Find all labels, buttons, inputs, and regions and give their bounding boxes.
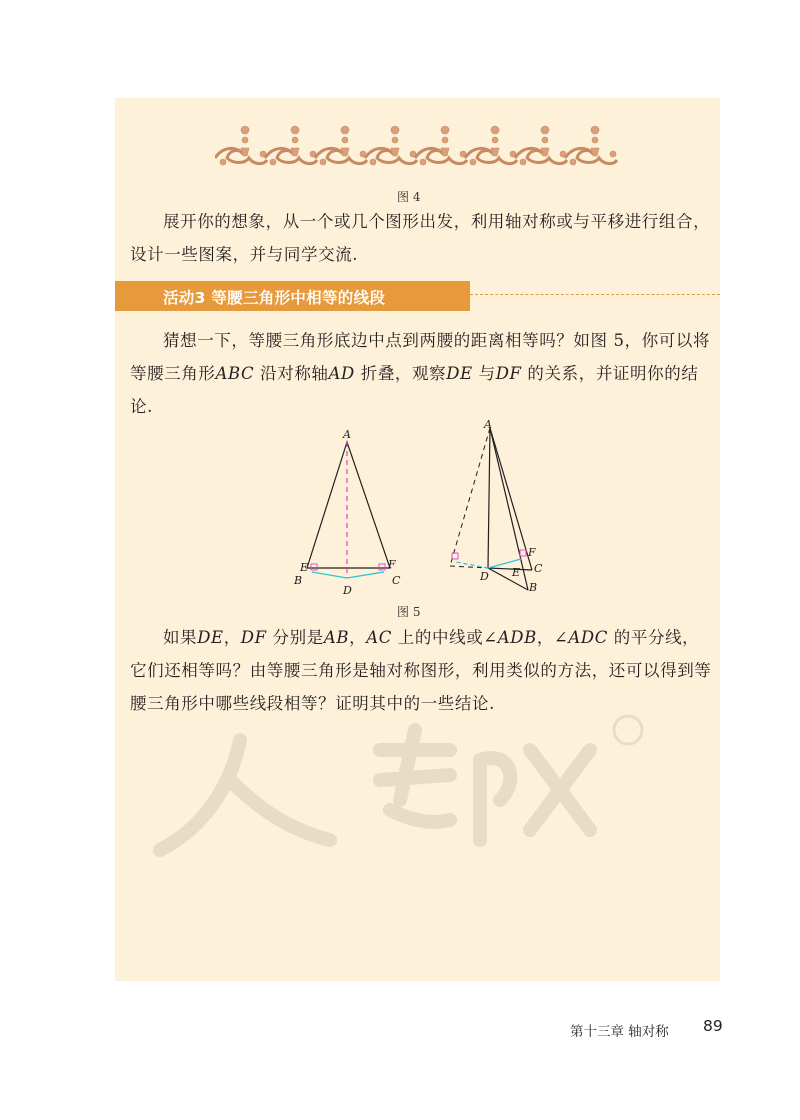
figure5-diagram (280, 420, 560, 600)
text: ， (349, 628, 367, 647)
text: 如果 (163, 628, 198, 647)
paragraph-conjecture (130, 324, 715, 423)
text: ，∠ (536, 628, 569, 647)
math-ab: AB (323, 628, 350, 647)
figure4-ornament (215, 120, 620, 170)
right-label-b: B (529, 581, 538, 594)
right-label-a: A (484, 420, 492, 431)
activity-title: 活动3 等腰三角形中相等的线段 (163, 289, 386, 307)
text: 的平分线，它们还相等吗？由等腰三角形是轴对称图形，利用类似的方法，还可以得到等腰三角形中哪些线段相等？证明其中的一些结论. (130, 628, 712, 713)
left-label-e: E (300, 561, 309, 574)
paragraph-imagine (130, 205, 715, 271)
math-df: DF (240, 628, 267, 647)
right-label-e: E (512, 566, 521, 579)
figure5-caption: 图 5 (397, 605, 421, 619)
left-label-c: C (392, 574, 401, 587)
segment-df (347, 572, 384, 578)
publisher-watermark (150, 700, 650, 870)
left-label-b: B (294, 574, 303, 587)
left-label-d: D (343, 584, 352, 597)
text: 与 (472, 364, 496, 383)
page-number: 89 (703, 1017, 723, 1035)
left-label-f: F (388, 558, 396, 571)
segment-de (312, 572, 347, 578)
math-adb: ADB (497, 628, 537, 647)
math-ad: AD (328, 364, 355, 383)
math-de: DE (197, 628, 224, 647)
text: 沿对称轴 (254, 364, 329, 383)
right-label-f: F (528, 546, 536, 559)
math-df: DF (495, 364, 522, 383)
figure4-caption: 图 4 (397, 190, 421, 204)
left-triangle (307, 442, 390, 568)
right-axis-ad (488, 428, 490, 568)
text: 的关系，并证明你的结论. (130, 364, 699, 416)
text: ， (223, 628, 241, 647)
right-label-c: C (534, 562, 543, 575)
math-abc: ABC (215, 364, 255, 383)
math-de: DE (446, 364, 473, 383)
text: 上的中线或∠ (391, 628, 498, 647)
activity-banner (115, 281, 470, 311)
text: 猜想一下，等腰三角形底边中点到两腰的距离相等吗？如图 5，你可以将等腰三角形 (130, 331, 711, 383)
folded-dashed-side (450, 428, 490, 566)
left-label-a: A (343, 428, 351, 441)
text: 折叠，观察 (354, 364, 447, 383)
math-adc: ADC (568, 628, 608, 647)
banner-dashed-line (470, 294, 720, 295)
math-ac: AC (366, 628, 392, 647)
footer-chapter: 第十三章 轴对称 (570, 1024, 669, 1040)
right-label-d: D (480, 570, 489, 583)
text: 分别是 (266, 628, 324, 647)
paragraph-imagine-text: 展开你的想象，从一个或几个图形出发，利用轴对称或与平移进行组合，设计一些图案，并与同学交流. (130, 212, 711, 264)
